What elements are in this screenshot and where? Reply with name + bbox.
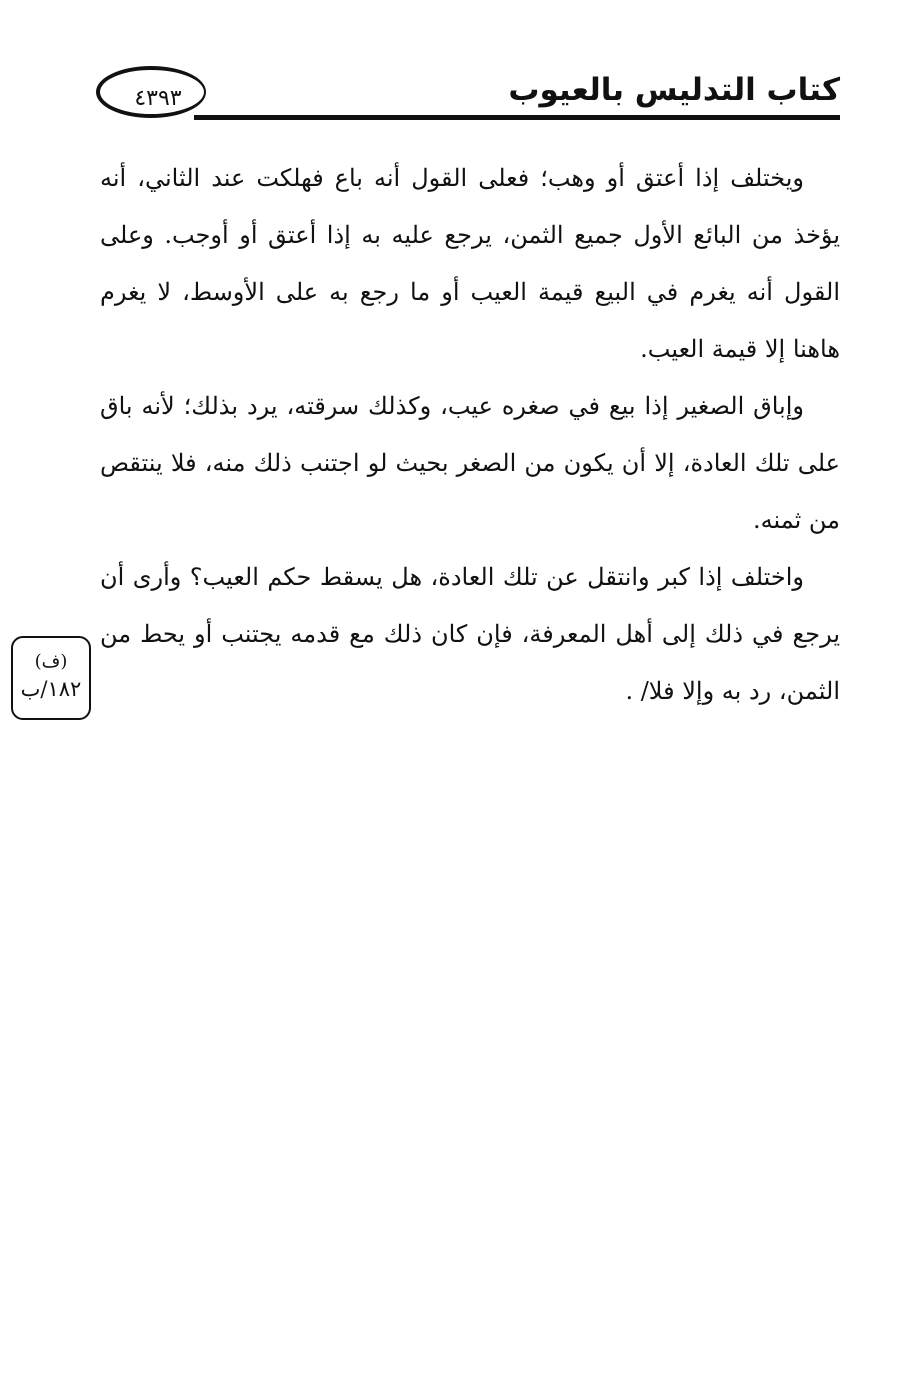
page-header	[96, 62, 840, 122]
folio-reference: ١٨٢/ب	[20, 677, 82, 701]
paragraph-2: وإباق الصغير إذا بيع في صغره عيب، وكذلك سرقته، يرد بذلك؛ لأنه باق على تلك العادة، إلا أن يكون من الصغر بحيث لو اجتنب ذلك منه، فلا ينتقص من ثمنه.	[100, 392, 840, 534]
manuscript-siglum: (ف)	[34, 651, 68, 672]
paragraph-1: ويختلف إذا أعتق أو وهب؛ فعلى القول أنه باع فهلكت عند الثاني، أنه يؤخذ من البائع الأول جميع الثمن، يرجع عليه به إذا أعتق أو أوجب. وعلى القول أنه يغرم في البيع قيمة العيب أو ما رجع به على الأوسط، لا يغرم هاهنا إلا قيمة العيب.	[100, 164, 840, 363]
page-number: ٤٣٩٣	[134, 86, 182, 111]
main-text	[100, 150, 840, 720]
page-number-frame	[96, 66, 206, 118]
paragraph-3: واختلف إذا كبر وانتقل عن تلك العادة، هل يسقط حكم العيب؟ وأرى أن يرجع في ذلك إلى أهل المعرفة، فإن كان ذلك مع قدمه يجتنب أو يحط من الثمن، رد به وإلا فلا/ .	[100, 563, 840, 705]
header-rule	[194, 115, 840, 120]
manuscript-folio-note	[11, 636, 91, 720]
book-title: كتاب التدليس بالعيوب	[508, 72, 840, 108]
